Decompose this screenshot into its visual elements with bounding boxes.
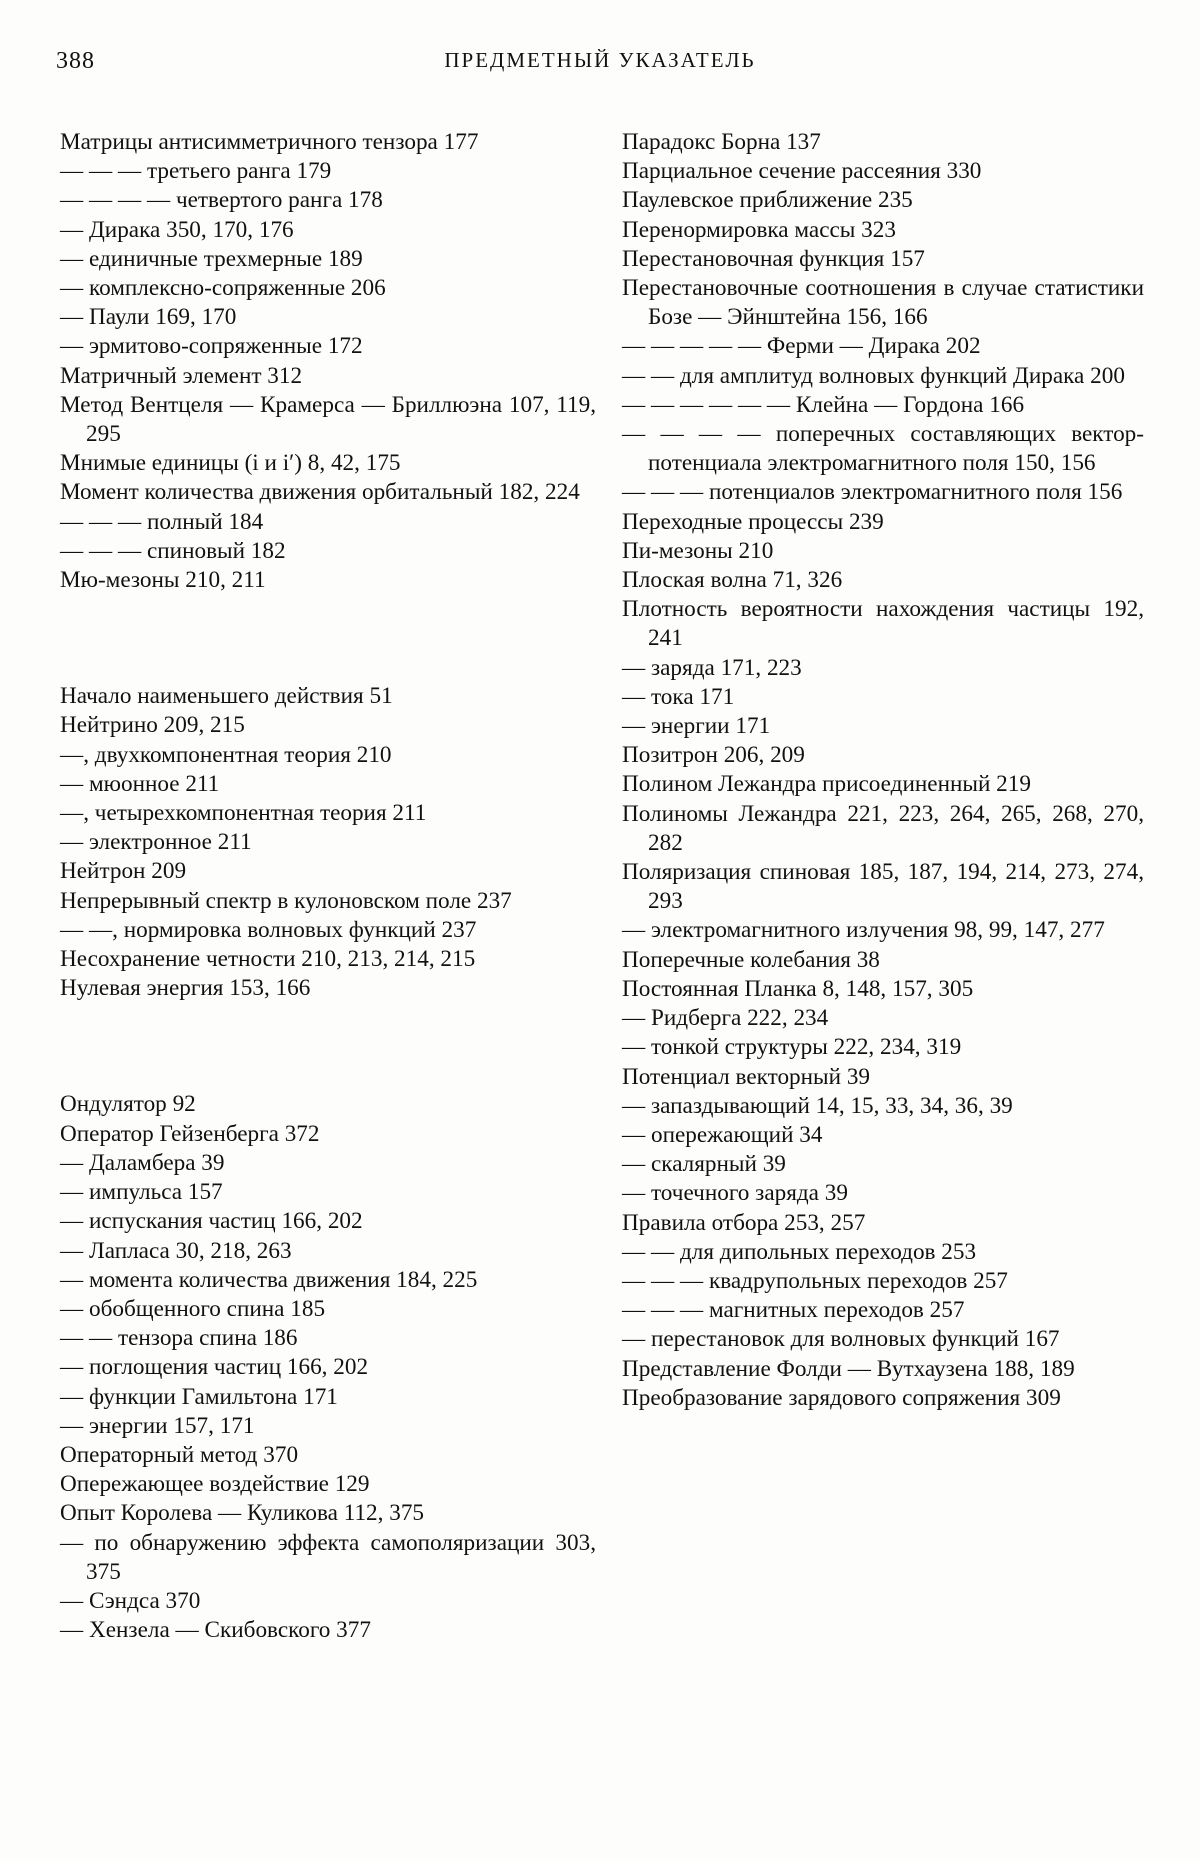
index-entry: Оператор Гейзенберга 372 — [60, 1120, 320, 1147]
index-entry: — — — магнитных переходов 257 — [622, 1297, 965, 1324]
index-entry: — по обнаружению эффекта самополяризации 303, 375 — [60, 1529, 596, 1585]
index-entry: Ондулятор 92 — [60, 1091, 196, 1118]
index-entry: — — — потенциалов электромагнитного поля 156 — [622, 479, 1123, 506]
index-entry: — перестановок для волновых функций 167 — [622, 1326, 1060, 1353]
index-entry: — — для дипольных переходов 253 — [622, 1238, 977, 1265]
index-entry: Полином Лежандра присоединенный 219 — [622, 771, 1031, 798]
index-entry: — — — — поперечных составляющих вектор-потенциала электромагнитного поля 150, 156 — [622, 421, 1144, 477]
index-entry: Потенциал векторный 39 — [622, 1063, 871, 1090]
index-entry: Матрицы антисимметричного тензора 177 — [60, 129, 479, 155]
index-entry: — Дирака 350, 170, 176 — [60, 216, 294, 243]
page-header — [56, 48, 1144, 78]
index-entry: Опережающее воздействие 129 — [60, 1471, 370, 1498]
index-entry: — эрмитово-сопряженные 172 — [60, 333, 363, 360]
index-entry: — Лапласа 30, 218, 263 — [60, 1237, 292, 1264]
index-entry: Операторный метод 370 — [60, 1441, 299, 1468]
index-entry: — — для амплитуд волновых функций Дирака 200 — [622, 362, 1125, 389]
index-entry: — энергии 171 — [622, 713, 771, 740]
index-entry: — Даламбера 39 — [60, 1149, 225, 1176]
index-entry: — электронное 211 — [60, 829, 252, 856]
index-entry: Матричный элемент 312 — [60, 362, 303, 389]
index-entry: Мю-мезоны 210, 211 — [60, 567, 266, 594]
index-entry: Метод Вентцеля — Крамерса — Бриллюэна 107, 119, 295 — [60, 391, 596, 448]
index-entry: — тонкой структуры 222, 234, 319 — [622, 1034, 962, 1061]
index-entry: Паулевское приближение 235 — [622, 187, 913, 214]
index-entry: Нулевая энергия 153, 166 — [60, 975, 311, 1002]
index-entry: Пи-мезоны 210 — [622, 537, 774, 564]
index-entry: — — — — четвертого ранга 178 — [60, 187, 383, 214]
index-entry: — — — — — Ферми — Дирака 202 — [622, 333, 981, 360]
index-entry: Поперечные колебания 38 — [622, 946, 880, 973]
index-entry: — импульса 157 — [60, 1179, 223, 1206]
section-gap — [60, 595, 596, 682]
index-entry: — заряда 171, 223 — [622, 654, 802, 681]
index-entry: Постоянная Планка 8, 148, 157, 305 — [622, 975, 974, 1002]
index-entry: — мюонное 211 — [60, 770, 220, 797]
running-title: ПРЕДМЕТНЫЙ УКАЗАТЕЛЬ — [444, 48, 756, 72]
index-entry: — Паули 169, 170 — [60, 304, 237, 331]
index-entry: — Ридберга 222, 234 — [622, 1005, 829, 1032]
index-entry: — — — квадрупольных переходов 257 — [622, 1267, 1008, 1294]
index-entry: — —, нормировка волновых функций 237 — [60, 916, 477, 943]
index-entry: — — — полный 184 — [60, 508, 264, 535]
index-entry: Момент количества движения орбитальный 182, 224 — [60, 479, 580, 506]
index-entry: Нейтрон 209 — [60, 858, 187, 885]
index-entry: Перестановочные соотношения в случае статистики Бозе — Эйнштейна 156, 166 — [622, 275, 1144, 331]
index-entry: Преобразование зарядового сопряжения 309 — [622, 1384, 1061, 1411]
index-entry: Позитрон 206, 209 — [622, 742, 805, 769]
index-entry: — Сэндса 370 — [60, 1587, 201, 1614]
index-entry: Представление Фолди — Вутхаузена 188, 189 — [622, 1355, 1075, 1382]
index-entry: — электромагнитного излучения 98, 99, 147, 277 — [622, 917, 1105, 944]
index-entry: Парциальное сечение рассеяния 330 — [622, 158, 982, 185]
index-entry: — поглощения частиц 166, 202 — [60, 1354, 369, 1381]
index-column-left — [60, 128, 596, 1645]
index-entry: — обобщенного спина 185 — [60, 1295, 326, 1322]
index-entry: — — — — — — Клейна — Гордона 166 — [622, 391, 1025, 418]
index-entry: — испускания частиц 166, 202 — [60, 1208, 363, 1235]
index-entry: — тока 171 — [622, 683, 735, 710]
index-entry: Несохранение четности 210, 213, 214, 215 — [60, 946, 476, 973]
index-entry: — опережающий 34 — [622, 1121, 823, 1148]
index-entry: Нейтрино 209, 215 — [60, 712, 245, 739]
index-entry: — Хензела — Скибовского 377 — [60, 1617, 371, 1644]
index-entry: Плотность вероятности нахождения частицы 192, 241 — [622, 596, 1144, 652]
index-entry: Опыт Королева — Куликова 112, 375 — [60, 1500, 425, 1527]
index-entry: —, двухкомпонентная теория 210 — [60, 741, 392, 768]
index-entry: Поляризация спиновая 185, 187, 194, 214, 273, 274, 293 — [622, 859, 1144, 915]
index-entry: Правила отбора 253, 257 — [622, 1209, 866, 1236]
index-entry: Начало наименьшего действия 51 — [60, 683, 393, 710]
index-entry: — момента количества движения 184, 225 — [60, 1266, 478, 1293]
index-entry: Мнимые единицы (i и i′) 8, 42, 175 — [60, 450, 401, 477]
section-gap — [60, 1003, 596, 1090]
index-entry: — точечного заряда 39 — [622, 1180, 848, 1207]
index-entry: Непрерывный спектр в кулоновском поле 237 — [60, 887, 512, 914]
index-entry: — запаздывающий 14, 15, 33, 34, 36, 39 — [622, 1092, 1013, 1119]
index-entry: — энергии 157, 171 — [60, 1412, 255, 1439]
index-entry: — — — спиновый 182 — [60, 537, 286, 564]
index-entry: — — тензора спина 186 — [60, 1325, 298, 1352]
index-entry: Плоская волна 71, 326 — [622, 567, 843, 594]
index-entry: — функции Гамильтона 171 — [60, 1383, 338, 1410]
index-entry: Переходные процессы 239 — [622, 508, 884, 535]
index-column-right — [622, 128, 1144, 1413]
page-number: 388 — [56, 48, 95, 74]
index-entry: Перестановочная функция 157 — [622, 245, 925, 272]
index-entry: Перенормировка массы 323 — [622, 216, 896, 243]
index-entry: — единичные трехмерные 189 — [60, 245, 363, 272]
index-entry: Полиномы Лежандра 221, 223, 264, 265, 268, 270, 282 — [622, 800, 1144, 856]
index-entry: — скалярный 39 — [622, 1151, 786, 1178]
index-entry: — — — третьего ранга 179 — [60, 158, 332, 185]
index-entry: — комплексно-сопряженные 206 — [60, 275, 386, 302]
index-entry: —, четырехкомпонентная теория 211 — [60, 800, 427, 827]
index-entry: Парадокс Борна 137 — [622, 129, 821, 155]
